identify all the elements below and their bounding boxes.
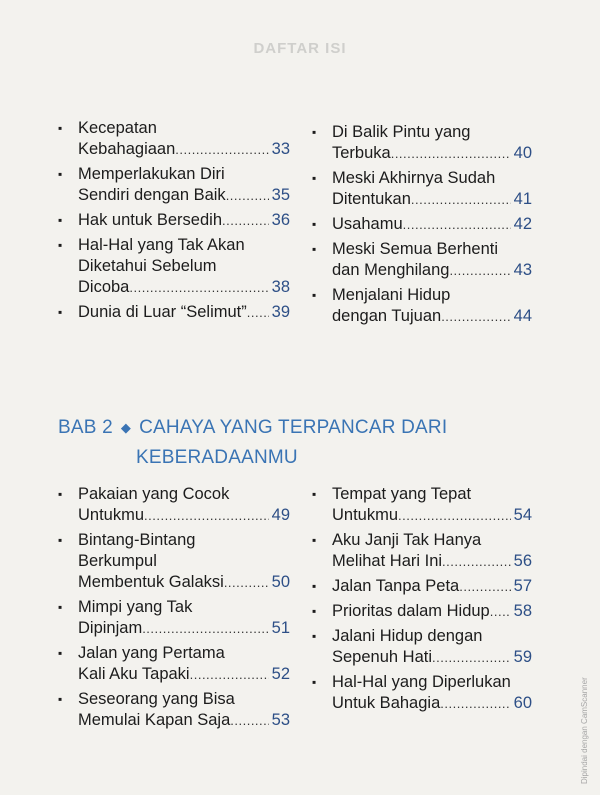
toc-entry-title-line: Jalan yang Pertama — [78, 644, 225, 662]
toc-entry-title-line: Memperlakukan Diri — [78, 165, 225, 183]
toc-entry-last-line — [332, 214, 532, 235]
toc-entry-last-line — [78, 505, 290, 526]
page-number: 36 — [271, 211, 290, 229]
toc-entry[interactable] — [312, 239, 532, 281]
page-number: 53 — [271, 711, 290, 729]
bullet-icon: ▪ — [58, 167, 63, 181]
bullet-icon: ▪ — [312, 242, 317, 256]
bullet-icon: ▪ — [58, 305, 63, 319]
toc-entry-last-line — [78, 302, 290, 323]
toc-entry[interactable] — [58, 689, 290, 731]
dot-leader — [142, 618, 268, 639]
bullet-icon: ▪ — [312, 604, 317, 618]
toc-entry-last-line — [332, 576, 532, 597]
dot-leader — [449, 260, 510, 281]
toc-entry[interactable] — [312, 214, 532, 235]
page-number: 59 — [513, 648, 532, 666]
toc-entry[interactable] — [312, 484, 532, 526]
bullet-icon: ▪ — [312, 629, 317, 643]
toc-entry-title-line: Aku Janji Tak Hanya — [332, 531, 482, 549]
toc-entry-title-line: Usahamu — [332, 215, 403, 233]
toc-column-left-2 — [58, 484, 290, 735]
toc-entry-title-line: Untuk Bahagia — [332, 694, 441, 712]
chapter-title-line1: CAHAYA YANG TERPANCAR DARI — [139, 417, 448, 438]
toc-entry[interactable] — [58, 118, 290, 160]
toc-entry-title-line: Memulai Kapan Saja — [78, 711, 231, 729]
dot-leader — [224, 572, 269, 593]
toc-entry-last-line — [78, 618, 290, 639]
dot-leader — [441, 306, 510, 327]
bullet-icon: ▪ — [312, 579, 317, 593]
toc-entry-title-line: Prioritas dalam Hidup — [332, 602, 490, 620]
toc-entry[interactable] — [58, 235, 290, 298]
toc-entry[interactable] — [312, 285, 532, 327]
page-number: 35 — [271, 186, 290, 204]
toc-entry-title-line: Jalan Tanpa Peta — [332, 577, 460, 595]
toc-entry-title-line: Melihat Hari Ini — [332, 552, 443, 570]
toc-entry-title-line: Sendiri dengan Baik — [78, 186, 226, 204]
page-number: 50 — [271, 573, 290, 591]
chapter-title-line2: KEBERADAANMU — [136, 447, 298, 468]
page-number: 54 — [513, 506, 532, 524]
page-number: 44 — [513, 307, 532, 325]
toc-entry-title-line: Seseorang yang Bisa — [78, 690, 235, 708]
toc-entry-last-line — [78, 139, 290, 160]
dot-leader — [144, 505, 269, 526]
toc-entry[interactable] — [312, 601, 532, 622]
bullet-icon: ▪ — [58, 121, 63, 135]
bullet-icon: ▪ — [312, 171, 317, 185]
chapter-heading — [58, 417, 558, 469]
dot-leader — [190, 664, 269, 685]
faded-header: DAFTAR ISI — [253, 40, 347, 57]
toc-entry-title-line: Hal-Hal yang Diperlukan — [332, 673, 511, 691]
toc-entry-title-line: Kali Aku Tapaki — [78, 665, 190, 683]
toc-entry[interactable] — [312, 122, 532, 164]
dot-leader — [222, 210, 269, 231]
toc-entry-title-line: Untukmu — [78, 506, 145, 524]
toc-entry-title-line: Membentuk Galaksi — [78, 573, 224, 591]
toc-entry[interactable] — [312, 168, 532, 210]
page-number: 52 — [271, 665, 290, 683]
page-number: 41 — [513, 190, 532, 208]
page-number: 38 — [271, 278, 290, 296]
bullet-icon: ▪ — [312, 487, 317, 501]
toc-column-right-1 — [312, 122, 532, 331]
dot-leader — [490, 601, 511, 622]
toc-entry-last-line — [78, 277, 290, 298]
toc-entry-title-line: Jalani Hidup dengan — [332, 627, 483, 645]
page-number: 51 — [271, 619, 290, 637]
dot-leader — [391, 143, 511, 164]
bullet-icon: ▪ — [312, 533, 317, 547]
dot-leader — [129, 277, 268, 298]
bullet-icon: ▪ — [58, 646, 63, 660]
page-number: 60 — [513, 694, 532, 712]
toc-entry-title-line: dengan Tujuan — [332, 307, 442, 325]
bullet-icon: ▪ — [58, 487, 63, 501]
toc-entry-last-line — [332, 505, 532, 526]
toc-entry-title-line: Mimpi yang Tak — [78, 598, 193, 616]
bullet-icon: ▪ — [58, 692, 63, 706]
page-number: 42 — [513, 215, 532, 233]
toc-column-left-1 — [58, 118, 290, 327]
page-number: 58 — [513, 602, 532, 620]
toc-entry-last-line — [332, 306, 532, 327]
toc-entry[interactable] — [58, 530, 290, 593]
toc-entry-title-line: Hak untuk Bersedih — [78, 211, 222, 229]
toc-entry-title-line: Kecepatan — [78, 119, 157, 137]
toc-entry-last-line — [78, 710, 290, 731]
toc-entry-last-line — [78, 664, 290, 685]
bullet-icon: ▪ — [312, 288, 317, 302]
toc-entry-last-line — [78, 210, 290, 231]
toc-entry-last-line — [332, 693, 532, 714]
toc-entry-title-line: Hal-Hal yang Tak Akan — [78, 236, 245, 254]
chapter-number: BAB 2 — [58, 417, 113, 438]
page-number: 39 — [271, 303, 290, 321]
toc-entry-title-line: Menjalani Hidup — [332, 286, 451, 304]
toc-entry-title-line: Diketahui Sebelum — [78, 257, 217, 275]
toc-entry-title-line: Meski Akhirnya Sudah — [332, 169, 496, 187]
toc-entry-last-line — [332, 143, 532, 164]
toc-entry[interactable] — [58, 643, 290, 685]
dot-leader — [175, 139, 268, 160]
toc-entry-title-line: Di Balik Pintu yang — [332, 123, 471, 141]
toc-entry-last-line — [78, 572, 290, 593]
bullet-icon: ▪ — [312, 675, 317, 689]
toc-entry-title-line: Tempat yang Tepat — [332, 485, 472, 503]
toc-entry-last-line — [332, 551, 532, 572]
toc-entry-title-line: Dunia di Luar “Selimut” — [78, 303, 247, 321]
toc-entry-title-line: Dicoba — [78, 278, 130, 296]
toc-entry-title-line: Pakaian yang Cocok — [78, 485, 230, 503]
dot-leader — [226, 185, 269, 206]
toc-entry-title-line: Sepenuh Hati — [332, 648, 432, 666]
toc-column-right-2 — [312, 484, 532, 718]
toc-entry-title-line: dan Menghilang — [332, 261, 450, 279]
toc-entry-title-line: Bintang-Bintang — [78, 531, 196, 549]
page-number: 40 — [513, 144, 532, 162]
page-number: 49 — [271, 506, 290, 524]
bullet-icon: ▪ — [58, 213, 63, 227]
dot-leader — [442, 551, 511, 572]
bullet-icon: ▪ — [312, 125, 317, 139]
toc-entry[interactable] — [58, 302, 290, 323]
watermark-text: Dipindai dengan CamScanner — [580, 677, 589, 784]
toc-entry-title-line: Meski Semua Berhenti — [332, 240, 498, 258]
toc-entry-title-line: Dipinjam — [78, 619, 143, 637]
dot-leader — [398, 505, 511, 526]
toc-entry[interactable] — [58, 210, 290, 231]
page-number: 43 — [513, 261, 532, 279]
dot-leader — [230, 710, 268, 731]
toc-entry-last-line — [332, 189, 532, 210]
toc-entry-title-line: Kebahagiaan — [78, 140, 176, 158]
toc-entry-title-line: Untukmu — [332, 506, 399, 524]
toc-entry-last-line — [78, 185, 290, 206]
dot-leader — [440, 693, 510, 714]
toc-entry-title-line: Terbuka — [332, 144, 391, 162]
dot-leader — [247, 302, 269, 323]
dot-leader — [459, 576, 510, 597]
bullet-icon: ▪ — [58, 533, 63, 547]
bullet-icon: ▪ — [58, 238, 63, 252]
bullet-icon: ▪ — [58, 600, 63, 614]
toc-entry[interactable] — [312, 576, 532, 597]
dot-leader — [432, 647, 511, 668]
toc-entry[interactable] — [58, 484, 290, 526]
page-number: 56 — [513, 552, 532, 570]
bullet-icon: ▪ — [312, 217, 317, 231]
page-number: 57 — [513, 577, 532, 595]
dot-leader — [411, 189, 511, 210]
toc-entry-title-line: Ditentukan — [332, 190, 411, 208]
toc-entry[interactable] — [58, 164, 290, 206]
scanner-watermark — [580, 664, 590, 784]
toc-entry[interactable] — [58, 597, 290, 639]
toc-entry[interactable] — [312, 672, 532, 714]
dot-leader — [403, 214, 511, 235]
toc-entry[interactable] — [312, 530, 532, 572]
diamond-icon: ◆ — [120, 420, 132, 435]
page-number: 33 — [271, 140, 290, 158]
toc-entry-last-line — [332, 601, 532, 622]
toc-entry-title-line: Berkumpul — [78, 552, 157, 570]
toc-entry-last-line — [332, 260, 532, 281]
toc-entry-last-line — [332, 647, 532, 668]
toc-entry[interactable] — [312, 626, 532, 668]
